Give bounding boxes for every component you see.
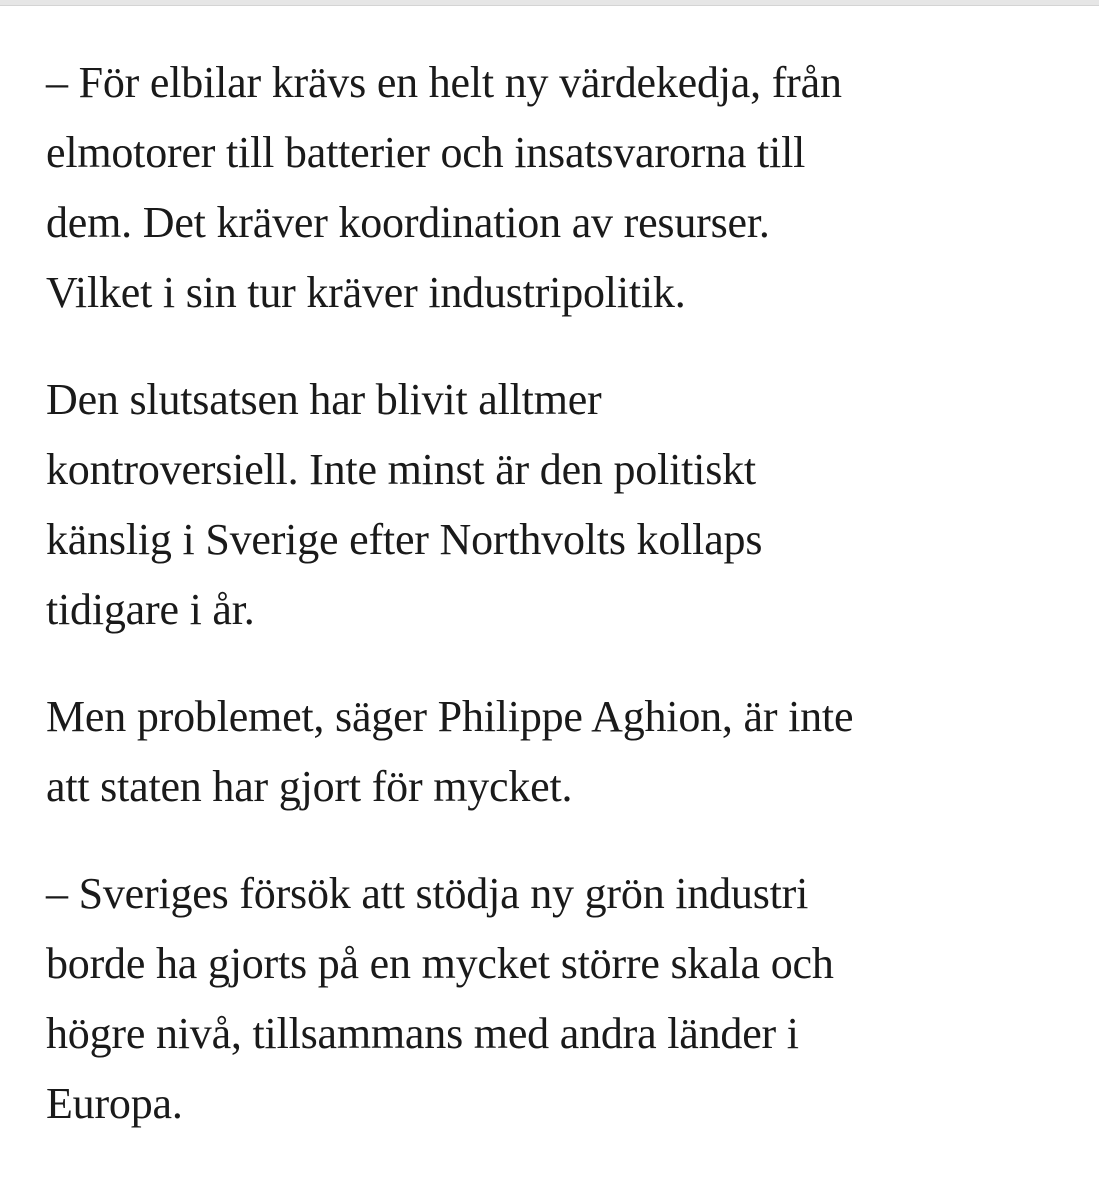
text-line: känslig i Sverige efter Northvolts kollaps <box>46 515 763 564</box>
text-line: tidigare i år. <box>46 585 255 634</box>
text-line: att staten har gjort för mycket. <box>46 762 573 811</box>
article-body <box>46 48 1076 1176</box>
paragraph-3 <box>46 682 1076 822</box>
text-line: Vilket i sin tur kräver industripolitik. <box>46 268 686 317</box>
paragraph-1 <box>46 48 1076 328</box>
paragraph-2 <box>46 365 1076 645</box>
text-line: dem. Det kräver koordination av resurser. <box>46 198 770 247</box>
text-line: högre nivå, tillsammans med andra länder i <box>46 1009 799 1058</box>
text-line: – För elbilar krävs en helt ny värdekedja, från <box>46 58 842 107</box>
text-line: borde ha gjorts på en mycket större skala och <box>46 939 834 988</box>
text-line: – Sveriges försök att stödja ny grön industri <box>46 869 809 918</box>
paragraph-4 <box>46 859 1076 1139</box>
text-line: elmotorer till batterier och insatsvarorna till <box>46 128 806 177</box>
text-line: Europa. <box>46 1079 183 1128</box>
text-line: Men problemet, säger Philippe Aghion, är inte <box>46 692 854 741</box>
top-divider <box>0 0 1099 6</box>
text-line: kontroversiell. Inte minst är den politiskt <box>46 445 756 494</box>
text-line: Den slutsatsen har blivit alltmer <box>46 375 602 424</box>
